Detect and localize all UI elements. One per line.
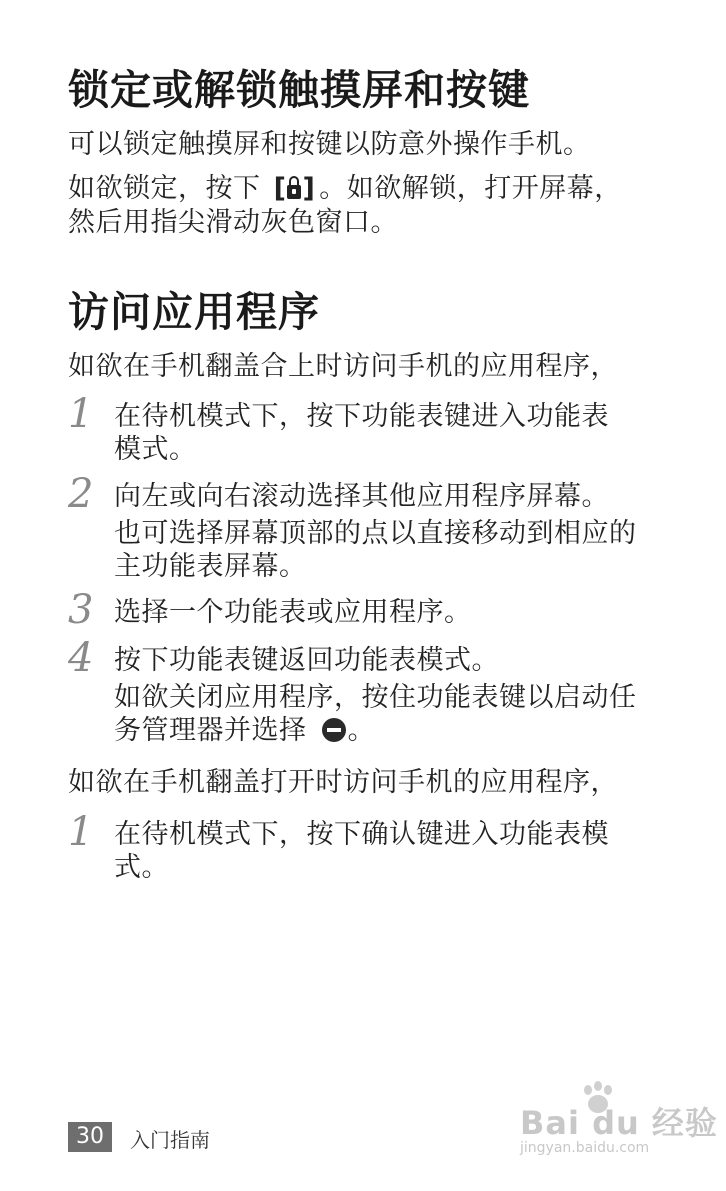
step-number: 4 (68, 635, 94, 681)
step-text: 式。 (114, 852, 169, 883)
step-number: 1 (68, 809, 94, 855)
step-number: 1 (68, 391, 94, 437)
apps-intro-closed: 如欲在手机翻盖合上时访问手机的应用程序， (68, 351, 618, 382)
chapter-label: 入门指南 (130, 1128, 210, 1152)
step-text: 在待机模式下，按下确认键进入功能表模 (114, 819, 609, 850)
lock-instruction-line2: 然后用指尖滑动灰色窗口。 (68, 207, 398, 238)
step-text: 务管理器并选择 。 (114, 715, 376, 746)
step-text: 按下功能表键返回功能表模式。 (114, 645, 499, 676)
lock-instruction-text (68, 172, 622, 205)
step-text: 如欲关闭应用程序，按住功能表键以启动任 (114, 682, 637, 713)
lock-instruction-post: 。如欲解锁，打开屏幕， (319, 173, 622, 204)
page-number: 30 (68, 1122, 112, 1152)
apps-intro-open: 如欲在手机翻盖打开时访问手机的应用程序， (68, 767, 618, 798)
lock-intro-text: 可以锁定触摸屏和按键以防意外操作手机。 (68, 129, 591, 160)
step-text: 主功能表屏幕。 (114, 551, 307, 582)
step-text: 在待机模式下，按下功能表键进入功能表 (114, 401, 609, 432)
minus-circle-icon (322, 718, 346, 742)
step-number: 2 (68, 471, 94, 517)
section-heading-apps: 访问应用程序 (68, 288, 320, 336)
watermark-url: jingyan.baidu.com (520, 1140, 650, 1156)
step-text: 向左或向右滚动选择其他应用程序屏幕。 (114, 481, 609, 512)
step-text: 也可选择屏幕顶部的点以直接移动到相应的 (114, 518, 637, 549)
section-heading-lock: 锁定或解锁触摸屏和按键 (68, 66, 530, 114)
lock-icon (287, 185, 301, 199)
step-text: 模式。 (114, 434, 197, 465)
baidu-watermark (520, 1080, 718, 1170)
watermark-logo: Bai du 经验 (520, 1104, 718, 1142)
step-number: 3 (68, 587, 94, 633)
step-text: 选择一个功能表或应用程序。 (114, 597, 472, 628)
lock-instruction-pre: 如欲锁定，按下 (68, 173, 270, 204)
lock-key-label: [ ] (273, 173, 316, 204)
